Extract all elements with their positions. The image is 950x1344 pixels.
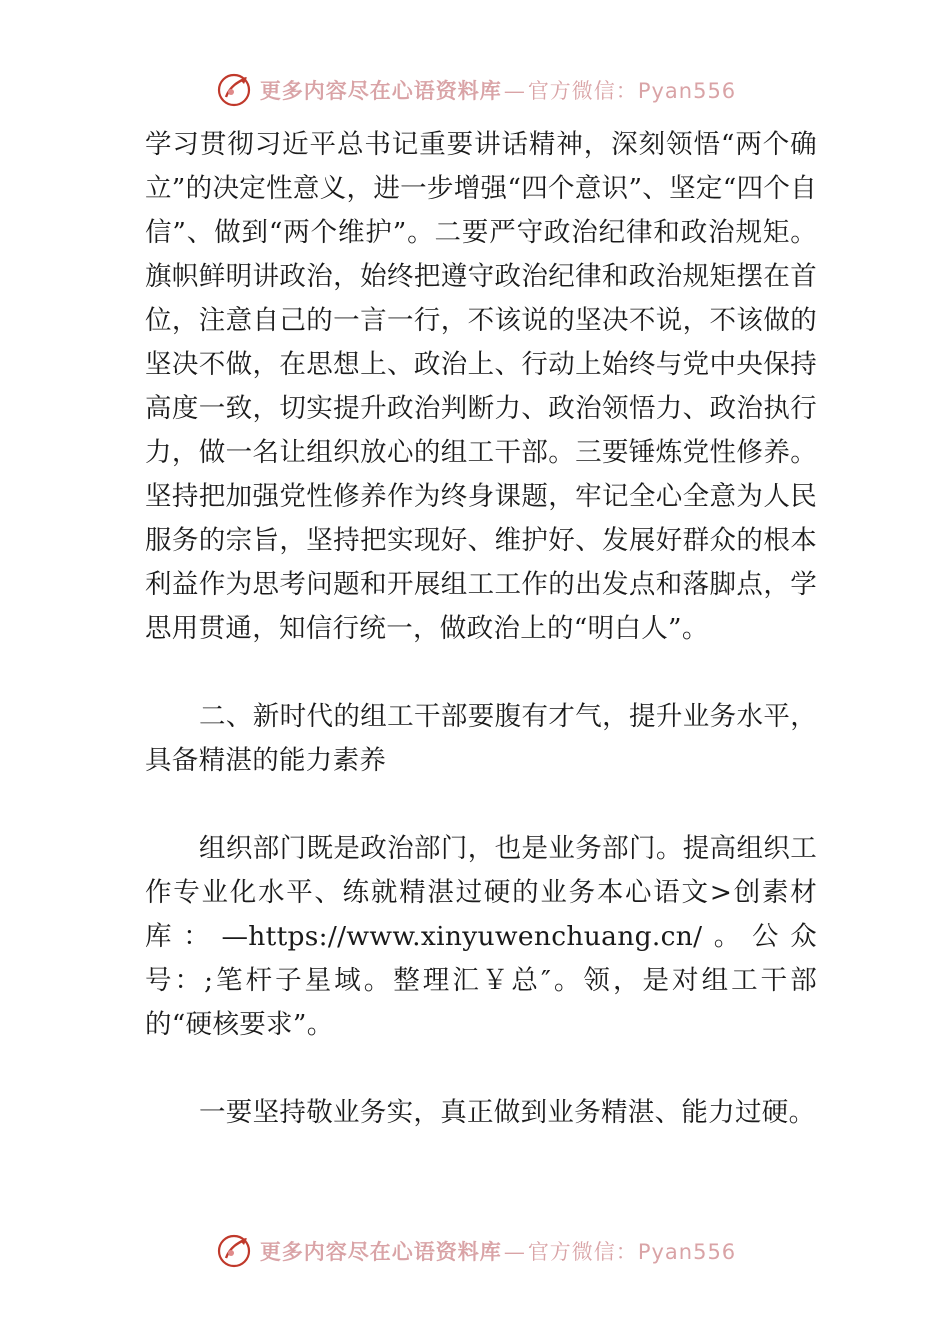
watermark-wechat-id: Pyan556 [637,79,737,103]
section-heading: 二、新时代的组工干部要腹有才气，提升业务水平，具备精湛的能力素养 [145,701,817,776]
watermark-separator: — [503,79,526,103]
watermark-label: 官方微信： [527,1240,638,1264]
brand-logo-icon [214,70,254,110]
body-paragraph: 学习贯彻习近平总书记重要讲话精神，深刻领悟“两个确立”的决定性意义，进一步增强“四个意识”、坚定“四个自信”、做到“两个维护”。二要严守政治纪律和政治规矩。旗帜鲜明讲政治，始终把遵守政治纪律和政治规矩摆在首位，注意自己的一言一行，不该说的坚决不说，不该做的坚决不做，在思想上、政治上、行动上始终与党中央保持高度一致，切实提升政治判断力、政治领悟力、政治执行力，做一名让组织放心的组工干部。三要锤炼党性修养。坚持把加强党性修养作为终身课题，牢记全心全意为人民服务的宗旨，坚持把实现好、维护好、发展好群众的根本利益作为思考问题和开展组工工作的出发点和落脚点，学思用贯通，知信行统一，做政治上的“明白人”。 [145,129,817,644]
watermark-site: 更多内容尽在心语资料库 [259,78,502,103]
watermark-separator: — [503,1240,526,1264]
body-paragraph: 组织部门既是政治部门，也是业务部门。提高组织工作专业化水平、练就精湛过硬的业务本心语文>创素材库：—https://www.xinyuwenchuang.cn/。公众号：;笔杆子星域。整理汇￥总″。领，是对组工干部的“硬核要求”。 [145,833,817,1040]
watermark-text [260,75,736,105]
watermark-wechat-id: Pyan556 [637,1240,737,1264]
watermark-site: 更多内容尽在心语资料库 [259,1239,502,1264]
brand-logo-icon [214,1231,254,1271]
watermark-label: 官方微信： [527,79,638,103]
header-watermark [0,68,950,112]
watermark-text [260,1236,736,1266]
footer-watermark [0,1229,950,1273]
document-body [145,123,817,1135]
body-paragraph: 一要坚持敬业务实，真正做到业务精湛、能力过硬。 [199,1097,816,1128]
